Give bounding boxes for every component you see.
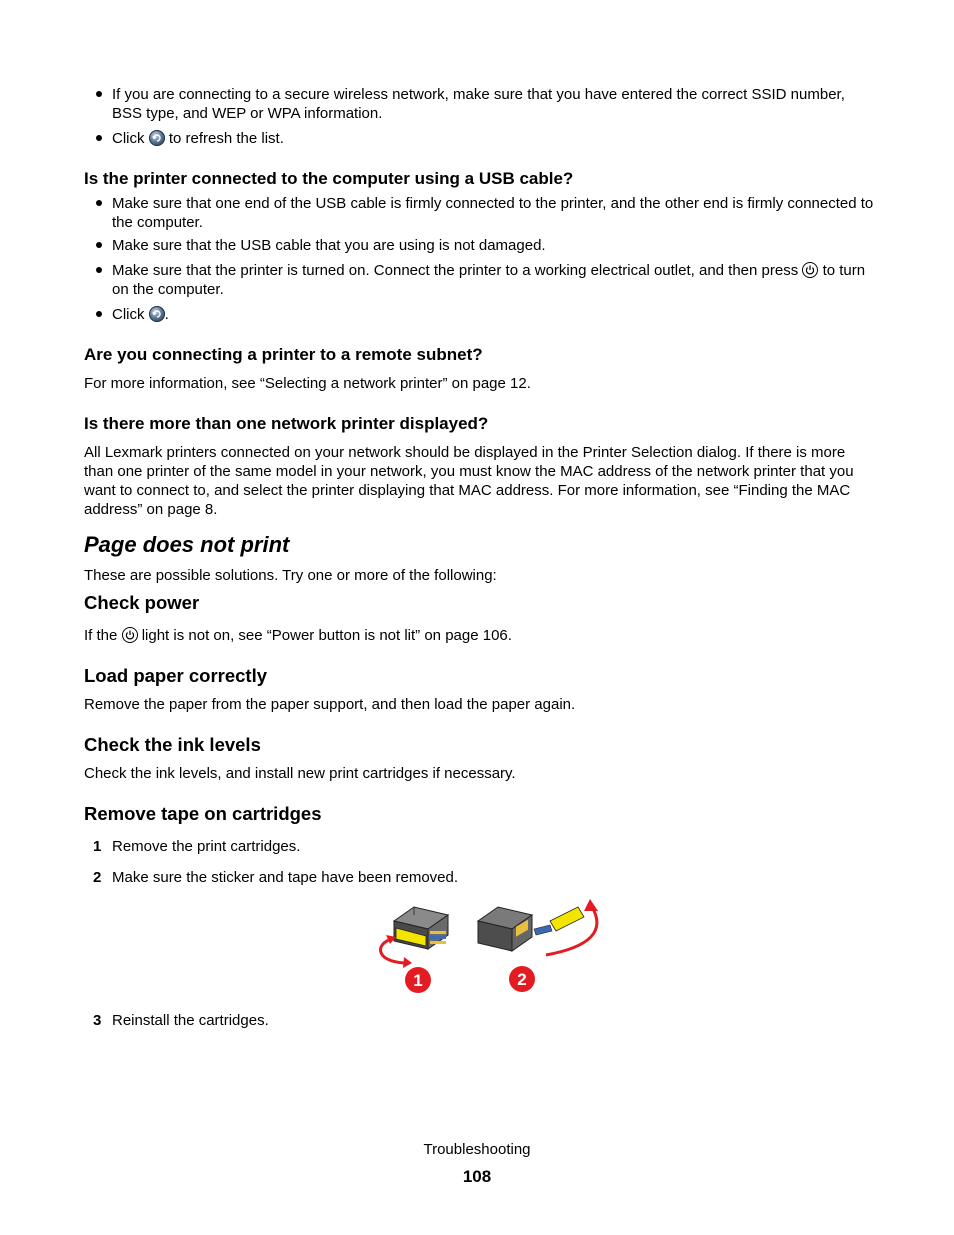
heading-remove-tape: Remove tape on cartridges [84,803,322,824]
usb-bullet-4-pre: Click [112,306,145,323]
usb-bullet-4-post: . [164,306,169,323]
step-text: Remove the print cartridges. [112,838,301,855]
usb-bullet-3-pre: Make sure that the printer is turned on. Connect the printer to a working electrical outlet, and then press [112,262,799,279]
bullet [96,91,102,97]
multiple-printers-text: All Lexmark printers connected on your network should be displayed in the Printer Selection dialog. If there is more than one printer of the same model in your network, you must know the MAC address of the network printer that you want to connect to, and select the printer displaying that MAC address. For more information, see “Finding the MAC address” on page 8. [84,444,854,518]
bullet-text-pre: Click [112,130,145,147]
bullet [96,242,102,248]
usb-bullet-2: Make sure that the USB cable that you are using is not damaged. [112,237,546,254]
heading-usb: Is the printer connected to the computer using a USB cable? [84,169,574,188]
heading-check-power: Check power [84,592,200,613]
heading-load-paper: Load paper correctly [84,665,268,686]
ink-levels-text: Check the ink levels, and install new print cartridges if necessary. [84,765,516,782]
section-title: Page does not print [84,532,290,557]
refresh-icon [149,306,165,322]
callout-1-label: 1 [413,971,423,990]
footer-section: Troubleshooting [423,1141,531,1158]
cartridge-illustration [370,895,610,1000]
bullet [96,200,102,206]
bullet-text-post: to refresh the list. [168,130,284,147]
usb-bullet-3 [112,261,874,299]
heading-subnet: Are you connecting a printer to a remote subnet? [84,345,483,364]
step-number: 1 [93,838,102,855]
check-power-text [84,626,874,645]
step-text: Make sure the sticker and tape have been removed. [112,869,459,886]
heading-multiple-printers: Is there more than one network printer displayed? [84,414,489,433]
section-intro: These are possible solutions. Try one or more of the following: [84,567,497,584]
bullet-click-refresh [112,129,874,148]
bullet [96,267,102,273]
bullet [96,135,102,141]
usb-bullet-1: Make sure that one end of the USB cable is firmly connected to the printer, and the other end is firmly connected to the computer. [112,195,874,231]
step-number: 2 [93,869,102,886]
power-icon [802,262,818,278]
bullet [96,311,102,317]
step-number: 3 [93,1012,102,1029]
check-power-post: light is not on, see “Power button is not lit” on page 106. [141,627,512,644]
step-text: Reinstall the cartridges. [112,1012,269,1029]
cartridge-illustration-svg [370,895,610,1000]
usb-bullet-4 [112,305,874,324]
callout-2-label: 2 [517,970,527,989]
bullet-text-secure-wireless: If you are connecting to a secure wireless network, make sure that you have entered the correct SSID number, BSS type, and WEP or WPA information. [112,86,845,122]
load-paper-text: Remove the paper from the paper support, and then load the paper again. [84,696,576,713]
power-icon [122,627,138,643]
refresh-icon [149,130,165,146]
check-power-pre: If the [84,627,118,644]
usb-bullet-3-post: to turn on the computer. [112,262,866,298]
subnet-text: For more information, see “Selecting a network printer” on page 12. [84,375,531,392]
heading-ink-levels: Check the ink levels [84,734,261,755]
page-number: 108 [462,1167,492,1186]
